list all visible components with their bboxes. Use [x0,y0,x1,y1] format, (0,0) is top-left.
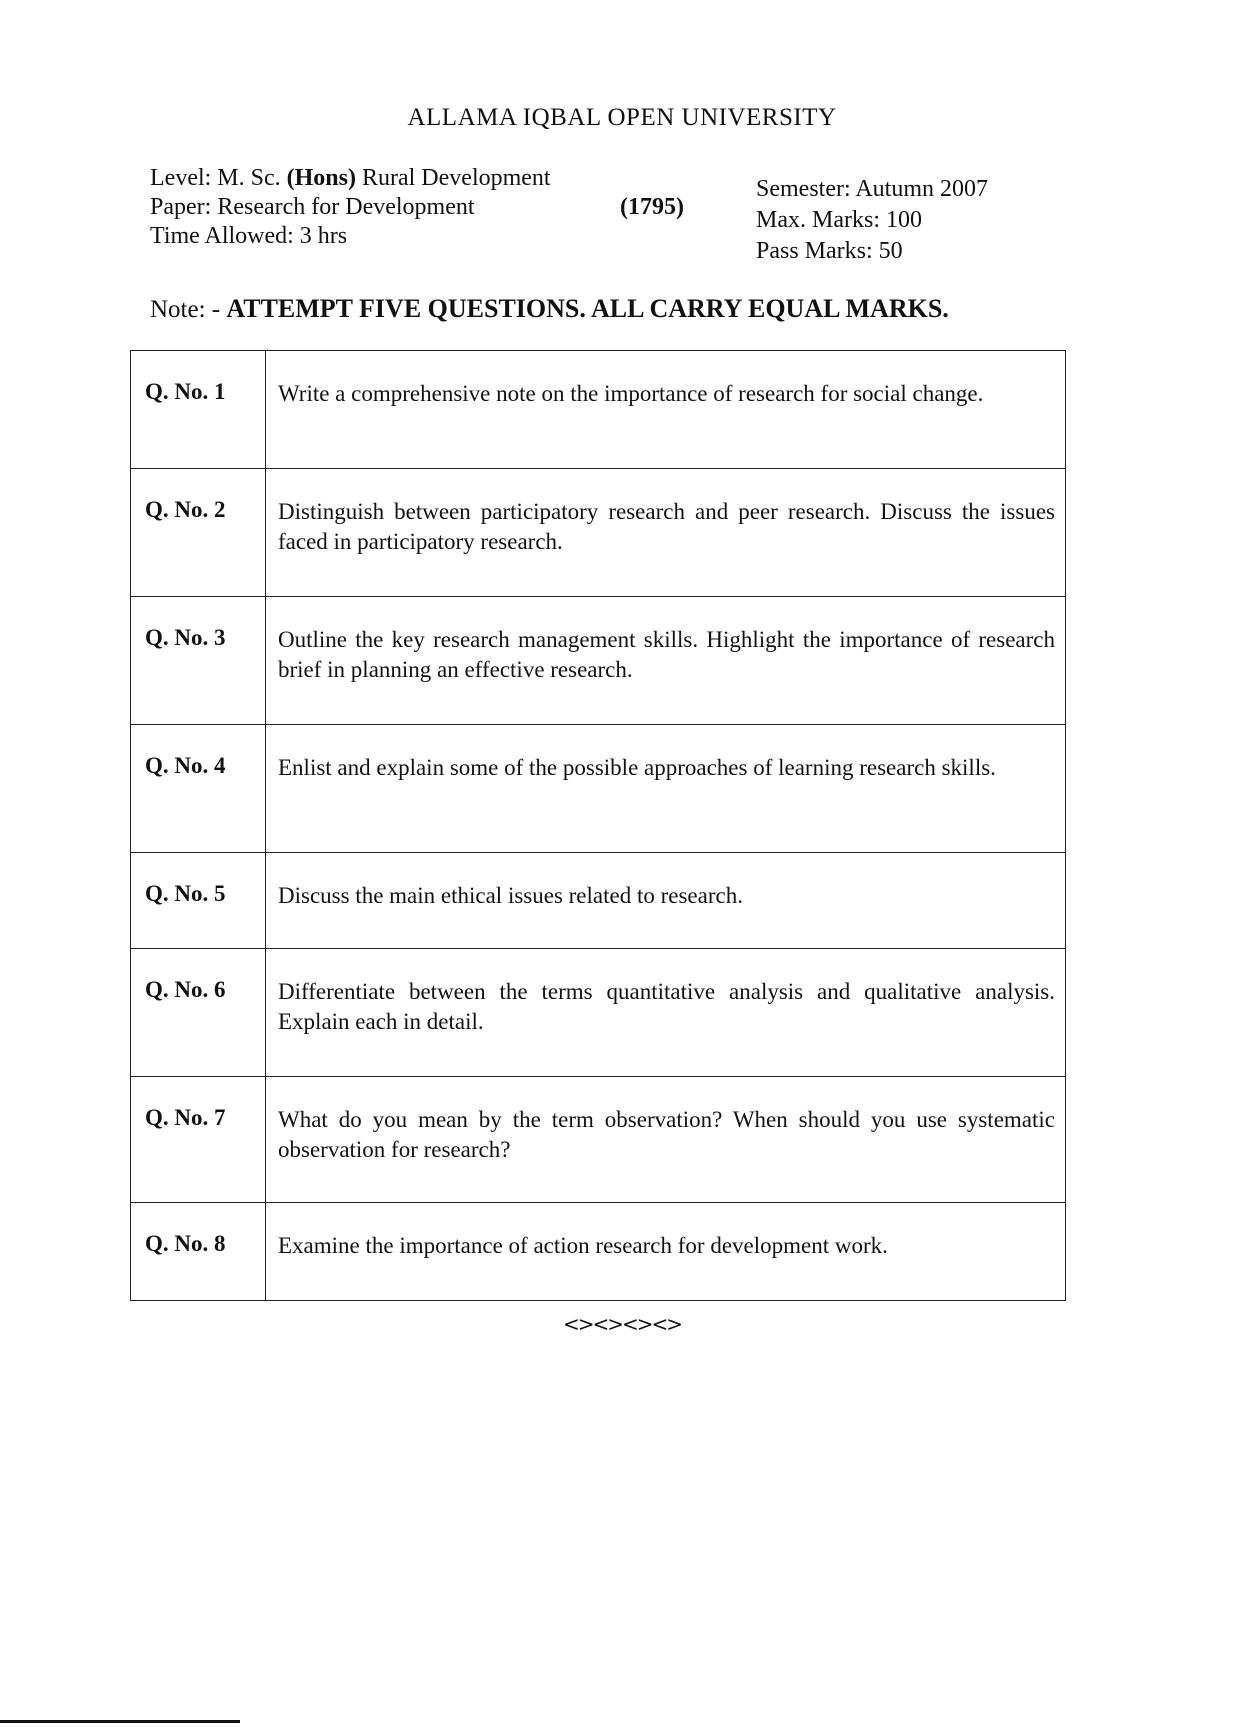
question-text: Enlist and explain some of the possible approaches of learning research skills. [266,725,1066,853]
question-row [131,469,1066,597]
end-of-paper-mark: <><><><> [562,1312,682,1336]
note-text: ATTEMPT FIVE QUESTIONS. ALL CARRY EQUAL MARKS. [226,294,949,323]
pass-marks: Pass Marks: 50 [756,238,903,264]
question-number: Q. No. 4 [131,725,266,853]
question-row [131,949,1066,1077]
question-text: Discuss the main ethical issues related to research. [266,853,1066,949]
question-text: Write a comprehensive note on the importance of research for social change. [266,351,1066,469]
question-text: Outline the key research management skills. Highlight the importance of research brief in planning an effective research. [266,597,1066,725]
paper-title: Paper: Research for Development [150,194,475,220]
question-row [131,725,1066,853]
questions-table [130,350,1066,1301]
level-suffix: Rural Development [355,165,551,191]
paper-line [150,193,684,222]
question-text: Examine the importance of action research for development work. [266,1203,1066,1301]
level-line [150,164,551,193]
time-allowed: Time Allowed: 3 hrs [150,223,348,249]
question-number: Q. No. 5 [131,853,266,949]
question-number: Q. No. 6 [131,949,266,1077]
question-row [131,351,1066,469]
note-prefix: Note: - [150,296,227,323]
question-number: Q. No. 8 [131,1203,266,1301]
max-marks: Max. Marks: 100 [756,207,922,233]
paper-code: (1795) [620,194,684,220]
level-bold: (Hons) [286,165,356,191]
question-number: Q. No. 7 [131,1077,266,1203]
instructions-note [150,294,949,324]
question-row [131,1203,1066,1301]
question-text: Distinguish between participatory research and peer research. Discuss the issues faced in participatory research. [266,469,1066,597]
footer-rule [0,1720,240,1723]
question-number: Q. No. 2 [131,469,266,597]
question-number: Q. No. 3 [131,597,266,725]
paper-meta-right [756,174,988,267]
question-number: Q. No. 1 [131,351,266,469]
paper-meta-left [150,164,684,251]
question-row [131,597,1066,725]
university-title: ALLAMA IQBAL OPEN UNIVERSITY [407,104,837,131]
question-row [131,853,1066,949]
question-text: Differentiate between the terms quantitative analysis and qualitative analysis. Explain each in detail. [266,949,1066,1077]
question-text: What do you mean by the term observation? When should you use systematic observation for research? [266,1077,1066,1203]
semester: Semester: Autumn 2007 [756,176,988,202]
level-prefix: Level: M. Sc. [150,165,287,191]
question-row [131,1077,1066,1203]
